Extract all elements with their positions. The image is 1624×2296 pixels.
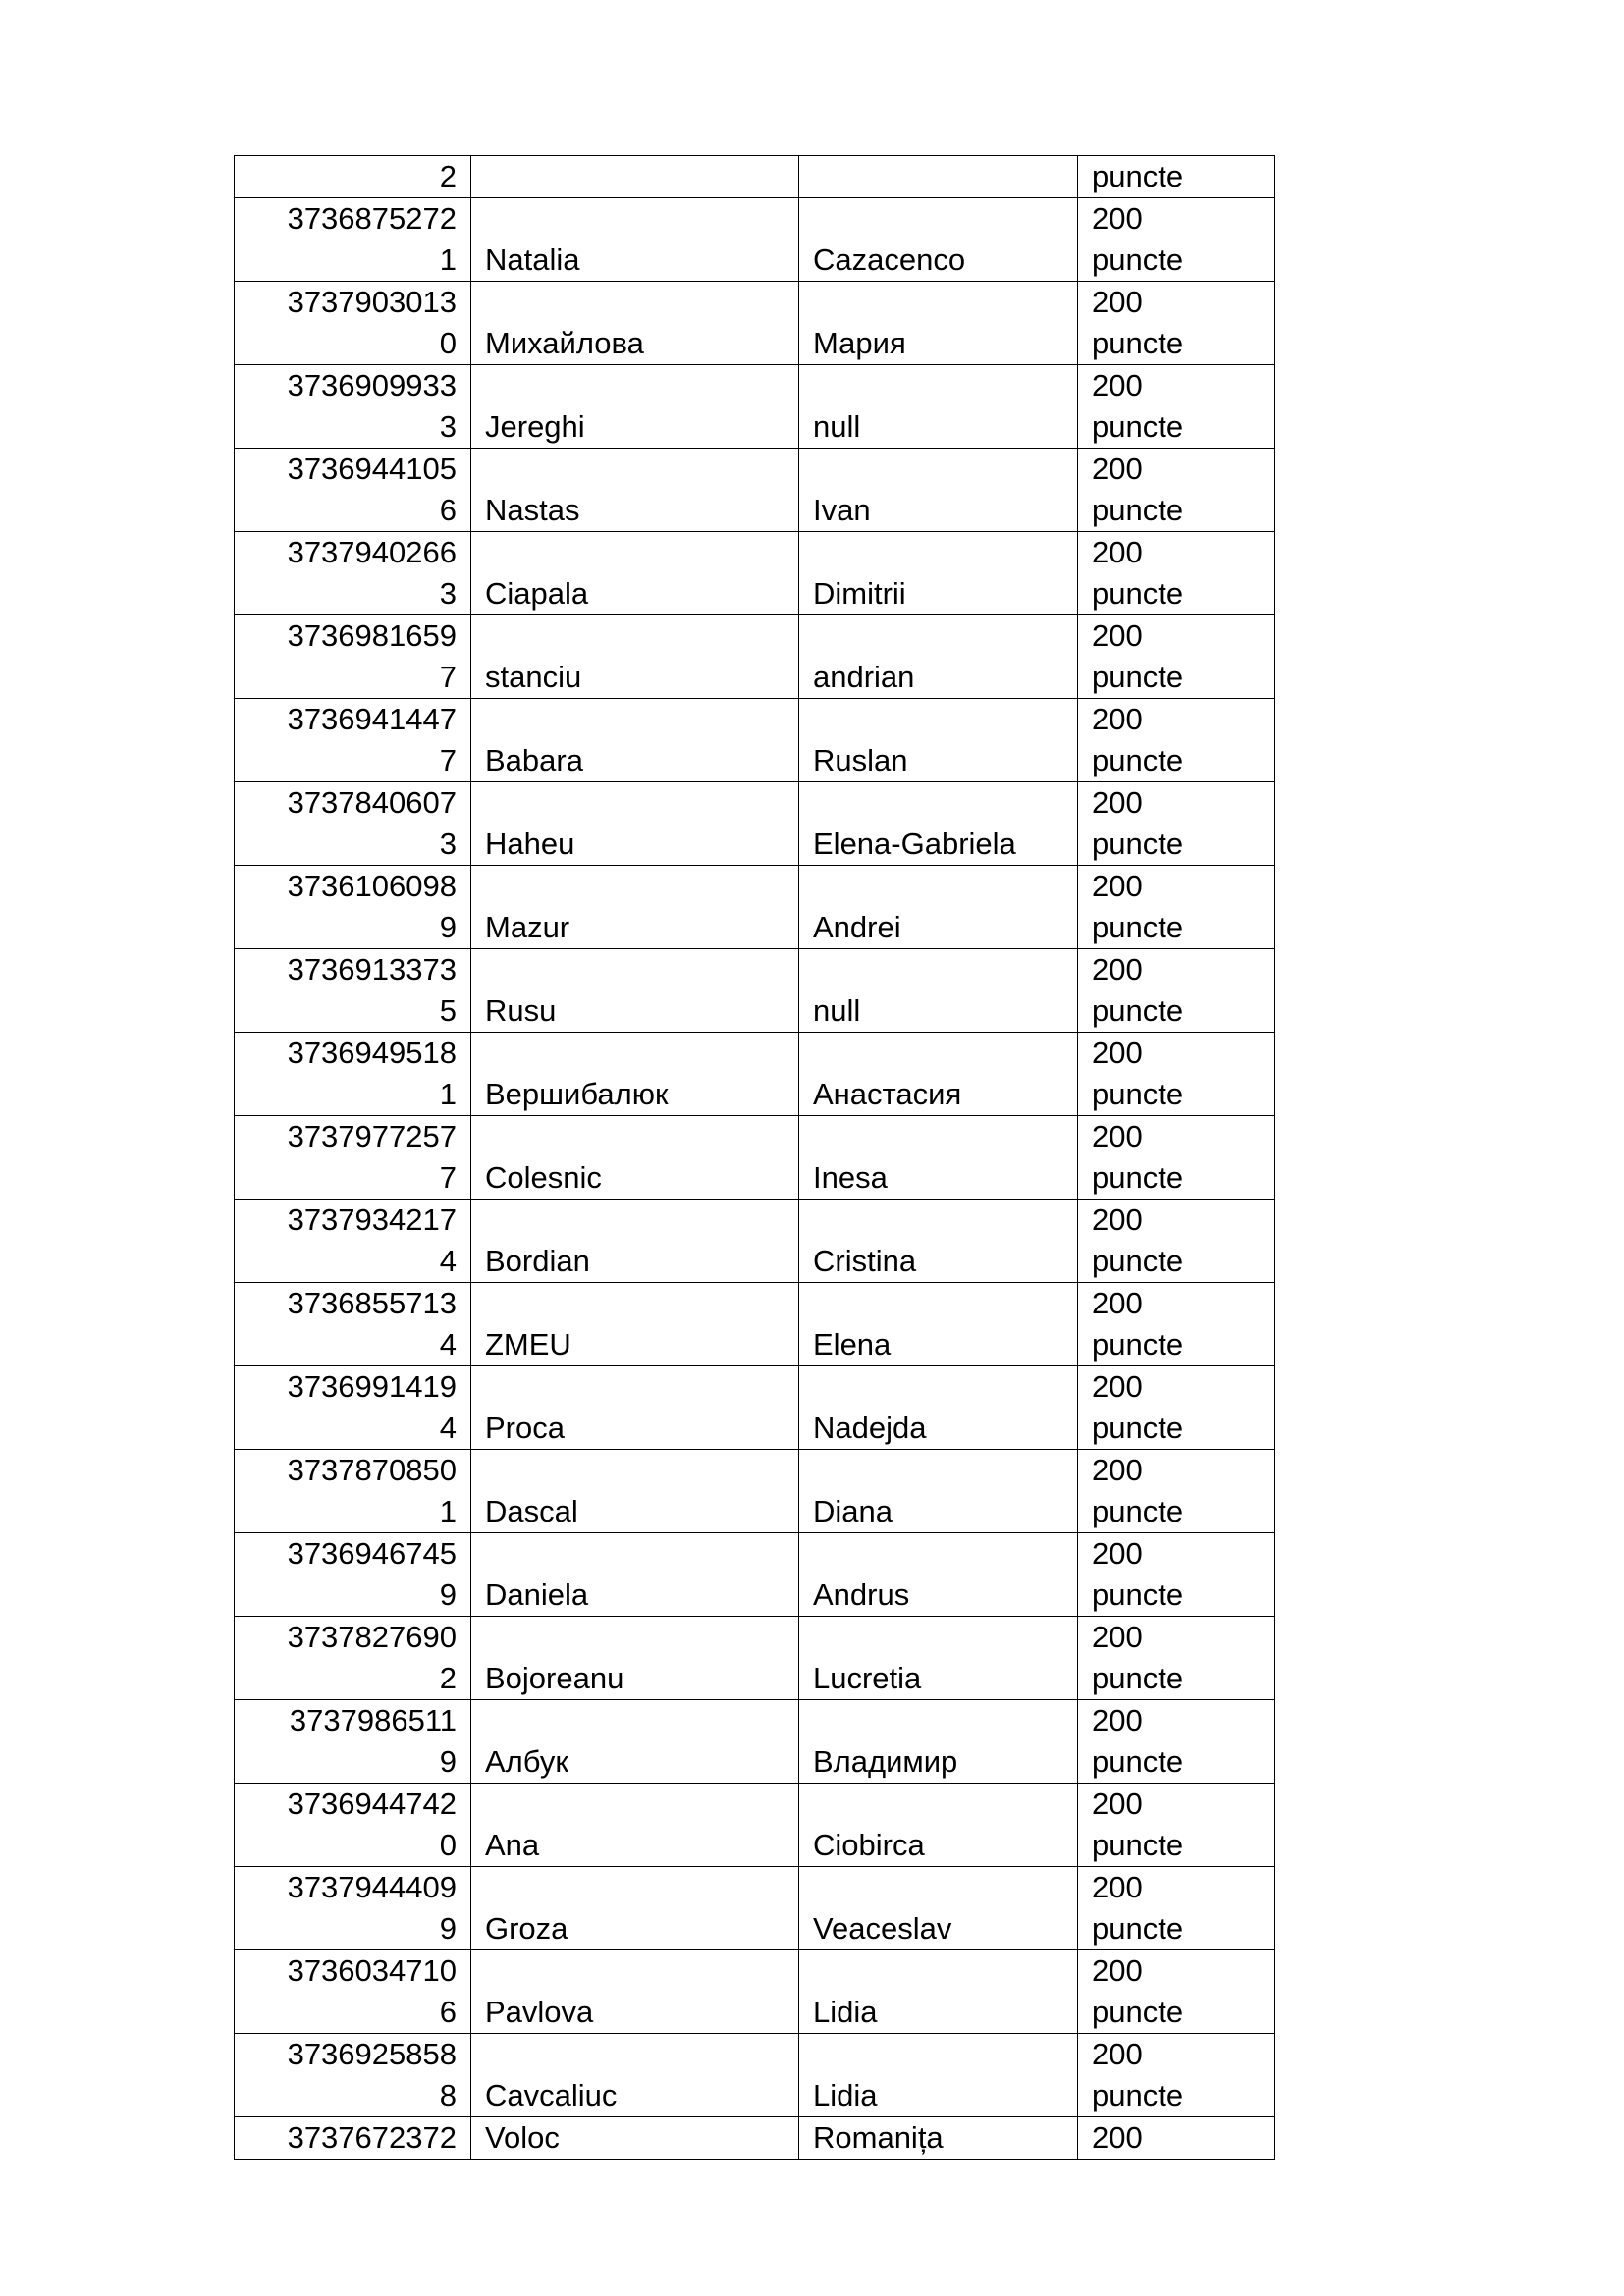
- phone-cell: [235, 1784, 471, 1867]
- phone-cell: [235, 2117, 471, 2160]
- phone-line: 8: [439, 2078, 457, 2112]
- phone-line: 3737934217: [287, 1202, 457, 1237]
- score-line: 200: [1092, 1119, 1143, 1153]
- phone-line: 3737827690: [287, 1620, 457, 1654]
- score-cell: [1078, 699, 1275, 782]
- score-cell: [1078, 1116, 1275, 1200]
- first-name-cell: Мария: [799, 282, 1078, 365]
- score-line: puncte: [1092, 1911, 1184, 1946]
- phone-cell: [235, 1116, 471, 1200]
- phone-line: 2: [439, 159, 457, 193]
- first-name-cell: Elena-Gabriela: [799, 782, 1078, 866]
- score-cell: [1078, 1533, 1275, 1617]
- phone-cell: [235, 1366, 471, 1450]
- phone-line: 3737940266: [287, 535, 457, 569]
- phone-line: 7: [439, 743, 457, 777]
- participants-table-body: [235, 156, 1275, 2160]
- score-cell: [1078, 1950, 1275, 2034]
- phone-line: 3737986511: [289, 1703, 457, 1737]
- phone-line: 3: [439, 409, 457, 444]
- first-name-cell: null: [799, 949, 1078, 1033]
- table-row: [235, 1533, 1275, 1617]
- phone-line: 9: [439, 910, 457, 944]
- participants-table: [234, 155, 1275, 2160]
- score-cell: [1078, 1617, 1275, 1700]
- score-line: puncte: [1092, 159, 1184, 193]
- score-line: 200: [1092, 201, 1143, 236]
- table-row: [235, 2034, 1275, 2117]
- phone-line: 6: [439, 1995, 457, 2029]
- score-line: 200: [1092, 2037, 1143, 2071]
- phone-line: 3736991419: [287, 1369, 457, 1404]
- table-row: [235, 532, 1275, 615]
- table-row: [235, 198, 1275, 282]
- first-name-cell: Ruslan: [799, 699, 1078, 782]
- score-cell: [1078, 365, 1275, 449]
- phone-cell: [235, 1950, 471, 2034]
- score-line: puncte: [1092, 1327, 1184, 1362]
- phone-cell: [235, 866, 471, 949]
- last-name-cell: Bojoreanu: [471, 1617, 799, 1700]
- phone-cell: [235, 1700, 471, 1784]
- score-line: puncte: [1092, 493, 1184, 527]
- phone-line: 3736034710: [287, 1953, 457, 1988]
- score-cell: [1078, 449, 1275, 532]
- phone-line: 3737977257: [287, 1119, 457, 1153]
- score-cell: [1078, 156, 1275, 198]
- phone-line: 0: [439, 326, 457, 360]
- score-line: 200: [1092, 1202, 1143, 1237]
- score-line: puncte: [1092, 993, 1184, 1028]
- phone-line: 1: [439, 1494, 457, 1528]
- first-name-cell: Cristina: [799, 1200, 1078, 1283]
- score-line: puncte: [1092, 2078, 1184, 2112]
- last-name-cell: Nastas: [471, 449, 799, 532]
- phone-cell: [235, 1200, 471, 1283]
- score-cell: [1078, 615, 1275, 699]
- score-line: 200: [1092, 285, 1143, 319]
- phone-line: 3736909933: [287, 368, 457, 402]
- phone-cell: [235, 615, 471, 699]
- first-name-cell: Diana: [799, 1450, 1078, 1533]
- score-cell: [1078, 2117, 1275, 2160]
- phone-cell: [235, 449, 471, 532]
- score-line: puncte: [1092, 1577, 1184, 1612]
- last-name-cell: Cavcaliuc: [471, 2034, 799, 2117]
- score-line: puncte: [1092, 326, 1184, 360]
- score-line: puncte: [1092, 409, 1184, 444]
- first-name-cell: Cazacenco: [799, 198, 1078, 282]
- phone-cell: [235, 198, 471, 282]
- phone-line: 3736875272: [287, 201, 457, 236]
- last-name-cell: Вершибалюк: [471, 1033, 799, 1116]
- last-name-cell: Михайлова: [471, 282, 799, 365]
- first-name-cell: Lidia: [799, 2034, 1078, 2117]
- score-cell: [1078, 1366, 1275, 1450]
- first-name-cell: Romanița: [799, 2117, 1078, 2160]
- phone-cell: [235, 532, 471, 615]
- score-line: 200: [1092, 368, 1143, 402]
- score-line: 200: [1092, 1536, 1143, 1571]
- score-line: puncte: [1092, 743, 1184, 777]
- last-name-cell: Daniela: [471, 1533, 799, 1617]
- score-line: puncte: [1092, 1828, 1184, 1862]
- table-row: [235, 2117, 1275, 2160]
- phone-line: 4: [439, 1411, 457, 1445]
- phone-line: 6: [439, 493, 457, 527]
- table-row: [235, 615, 1275, 699]
- score-cell: [1078, 1867, 1275, 1950]
- score-line: 200: [1092, 1787, 1143, 1821]
- score-line: 200: [1092, 785, 1143, 820]
- table-row: [235, 1366, 1275, 1450]
- last-name-cell: Jereghi: [471, 365, 799, 449]
- phone-line: 3737870850: [287, 1453, 457, 1487]
- phone-line: 4: [439, 1327, 457, 1362]
- last-name-cell: Албук: [471, 1700, 799, 1784]
- phone-line: 4: [439, 1244, 457, 1278]
- score-cell: [1078, 2034, 1275, 2117]
- first-name-cell: Inesa: [799, 1116, 1078, 1200]
- score-line: 200: [1092, 2120, 1143, 2155]
- score-cell: [1078, 282, 1275, 365]
- score-line: puncte: [1092, 660, 1184, 694]
- score-line: 200: [1092, 869, 1143, 903]
- phone-line: 9: [439, 1577, 457, 1612]
- first-name-cell: Владимир: [799, 1700, 1078, 1784]
- score-line: 200: [1092, 952, 1143, 987]
- score-cell: [1078, 1700, 1275, 1784]
- first-name-cell: Анастасия: [799, 1033, 1078, 1116]
- first-name-cell: Lidia: [799, 1950, 1078, 2034]
- score-line: puncte: [1092, 1995, 1184, 2029]
- table-row: [235, 365, 1275, 449]
- first-name-cell: Lucretia: [799, 1617, 1078, 1700]
- score-line: puncte: [1092, 827, 1184, 861]
- phone-line: 3737903013: [287, 285, 457, 319]
- first-name-cell: Elena: [799, 1283, 1078, 1366]
- phone-line: 3: [439, 827, 457, 861]
- score-cell: [1078, 1283, 1275, 1366]
- score-line: 200: [1092, 1870, 1143, 1904]
- last-name-cell: Haheu: [471, 782, 799, 866]
- phone-line: 1: [439, 242, 457, 277]
- phone-cell: [235, 1617, 471, 1700]
- table-row: [235, 1283, 1275, 1366]
- last-name-cell: Ana: [471, 1784, 799, 1867]
- score-line: puncte: [1092, 1077, 1184, 1111]
- score-line: puncte: [1092, 1661, 1184, 1695]
- last-name-cell: ZMEU: [471, 1283, 799, 1366]
- phone-cell: [235, 1283, 471, 1366]
- last-name-cell: Ciapala: [471, 532, 799, 615]
- phone-line: 3737840607: [287, 785, 457, 820]
- score-line: puncte: [1092, 1244, 1184, 1278]
- score-cell: [1078, 949, 1275, 1033]
- phone-line: 1: [439, 1077, 457, 1111]
- phone-line: 3736925858: [287, 2037, 457, 2071]
- table-row: [235, 1950, 1275, 2034]
- phone-cell: [235, 1533, 471, 1617]
- phone-line: 3737944409: [287, 1870, 457, 1904]
- phone-line: 3736949518: [287, 1036, 457, 1070]
- table-row: [235, 156, 1275, 198]
- phone-cell: [235, 1033, 471, 1116]
- phone-line: 2: [439, 1661, 457, 1695]
- table-row: [235, 699, 1275, 782]
- phone-cell: [235, 282, 471, 365]
- phone-cell: [235, 782, 471, 866]
- score-line: 200: [1092, 1620, 1143, 1654]
- last-name-cell: [471, 156, 799, 198]
- phone-line: 3736946745: [287, 1536, 457, 1571]
- phone-cell: [235, 1450, 471, 1533]
- phone-cell: [235, 699, 471, 782]
- table-row: [235, 1617, 1275, 1700]
- score-line: puncte: [1092, 1744, 1184, 1779]
- table-row: [235, 949, 1275, 1033]
- phone-line: 3: [439, 576, 457, 611]
- first-name-cell: Nadejda: [799, 1366, 1078, 1450]
- table-row: [235, 449, 1275, 532]
- last-name-cell: Colesnic: [471, 1116, 799, 1200]
- table-row: [235, 1784, 1275, 1867]
- phone-cell: [235, 365, 471, 449]
- last-name-cell: Mazur: [471, 866, 799, 949]
- phone-line: 7: [439, 1160, 457, 1195]
- phone-line: 3736855713: [287, 1286, 457, 1320]
- score-cell: [1078, 532, 1275, 615]
- first-name-cell: Veaceslav: [799, 1867, 1078, 1950]
- score-line: puncte: [1092, 1411, 1184, 1445]
- score-cell: [1078, 1784, 1275, 1867]
- phone-line: 7: [439, 660, 457, 694]
- table-row: [235, 866, 1275, 949]
- phone-line: 3736944105: [287, 452, 457, 486]
- last-name-cell: Rusu: [471, 949, 799, 1033]
- last-name-cell: Babara: [471, 699, 799, 782]
- table-row: [235, 282, 1275, 365]
- phone-cell: [235, 949, 471, 1033]
- table-row: [235, 1200, 1275, 1283]
- first-name-cell: Ivan: [799, 449, 1078, 532]
- phone-cell: [235, 156, 471, 198]
- first-name-cell: Andrei: [799, 866, 1078, 949]
- table-row: [235, 1450, 1275, 1533]
- last-name-cell: Natalia: [471, 198, 799, 282]
- score-cell: [1078, 1200, 1275, 1283]
- first-name-cell: Ciobirca: [799, 1784, 1078, 1867]
- last-name-cell: Dascal: [471, 1450, 799, 1533]
- first-name-cell: Andrus: [799, 1533, 1078, 1617]
- phone-line: 3736106098: [287, 869, 457, 903]
- table-row: [235, 782, 1275, 866]
- phone-cell: [235, 2034, 471, 2117]
- score-line: 200: [1092, 618, 1143, 653]
- score-line: 200: [1092, 702, 1143, 736]
- score-cell: [1078, 198, 1275, 282]
- score-line: 200: [1092, 1703, 1143, 1737]
- phone-cell: [235, 1867, 471, 1950]
- first-name-cell: andrian: [799, 615, 1078, 699]
- score-line: 200: [1092, 1369, 1143, 1404]
- score-line: 200: [1092, 1953, 1143, 1988]
- last-name-cell: Groza: [471, 1867, 799, 1950]
- table-row: [235, 1700, 1275, 1784]
- first-name-cell: Dimitrii: [799, 532, 1078, 615]
- phone-line: 9: [439, 1911, 457, 1946]
- score-line: 200: [1092, 1286, 1143, 1320]
- table-row: [235, 1116, 1275, 1200]
- phone-line: 3736944742: [287, 1787, 457, 1821]
- score-line: puncte: [1092, 1494, 1184, 1528]
- phone-line: 0: [439, 1828, 457, 1862]
- last-name-cell: Pavlova: [471, 1950, 799, 2034]
- score-cell: [1078, 866, 1275, 949]
- score-line: 200: [1092, 535, 1143, 569]
- score-cell: [1078, 1033, 1275, 1116]
- table-row: [235, 1033, 1275, 1116]
- phone-line: 9: [439, 1744, 457, 1779]
- score-cell: [1078, 782, 1275, 866]
- score-line: puncte: [1092, 1160, 1184, 1195]
- score-line: puncte: [1092, 910, 1184, 944]
- first-name-cell: [799, 156, 1078, 198]
- score-line: puncte: [1092, 576, 1184, 611]
- last-name-cell: Voloc: [471, 2117, 799, 2160]
- score-line: 200: [1092, 1453, 1143, 1487]
- score-line: 200: [1092, 452, 1143, 486]
- score-cell: [1078, 1450, 1275, 1533]
- last-name-cell: stanciu: [471, 615, 799, 699]
- last-name-cell: Proca: [471, 1366, 799, 1450]
- phone-line: 3736981659: [287, 618, 457, 653]
- score-line: puncte: [1092, 242, 1184, 277]
- phone-line: 3737672372: [287, 2120, 457, 2155]
- table-row: [235, 1867, 1275, 1950]
- phone-line: 3736941447: [287, 702, 457, 736]
- phone-line: 3736913373: [287, 952, 457, 987]
- score-line: 200: [1092, 1036, 1143, 1070]
- phone-line: 5: [439, 993, 457, 1028]
- last-name-cell: Bordian: [471, 1200, 799, 1283]
- first-name-cell: null: [799, 365, 1078, 449]
